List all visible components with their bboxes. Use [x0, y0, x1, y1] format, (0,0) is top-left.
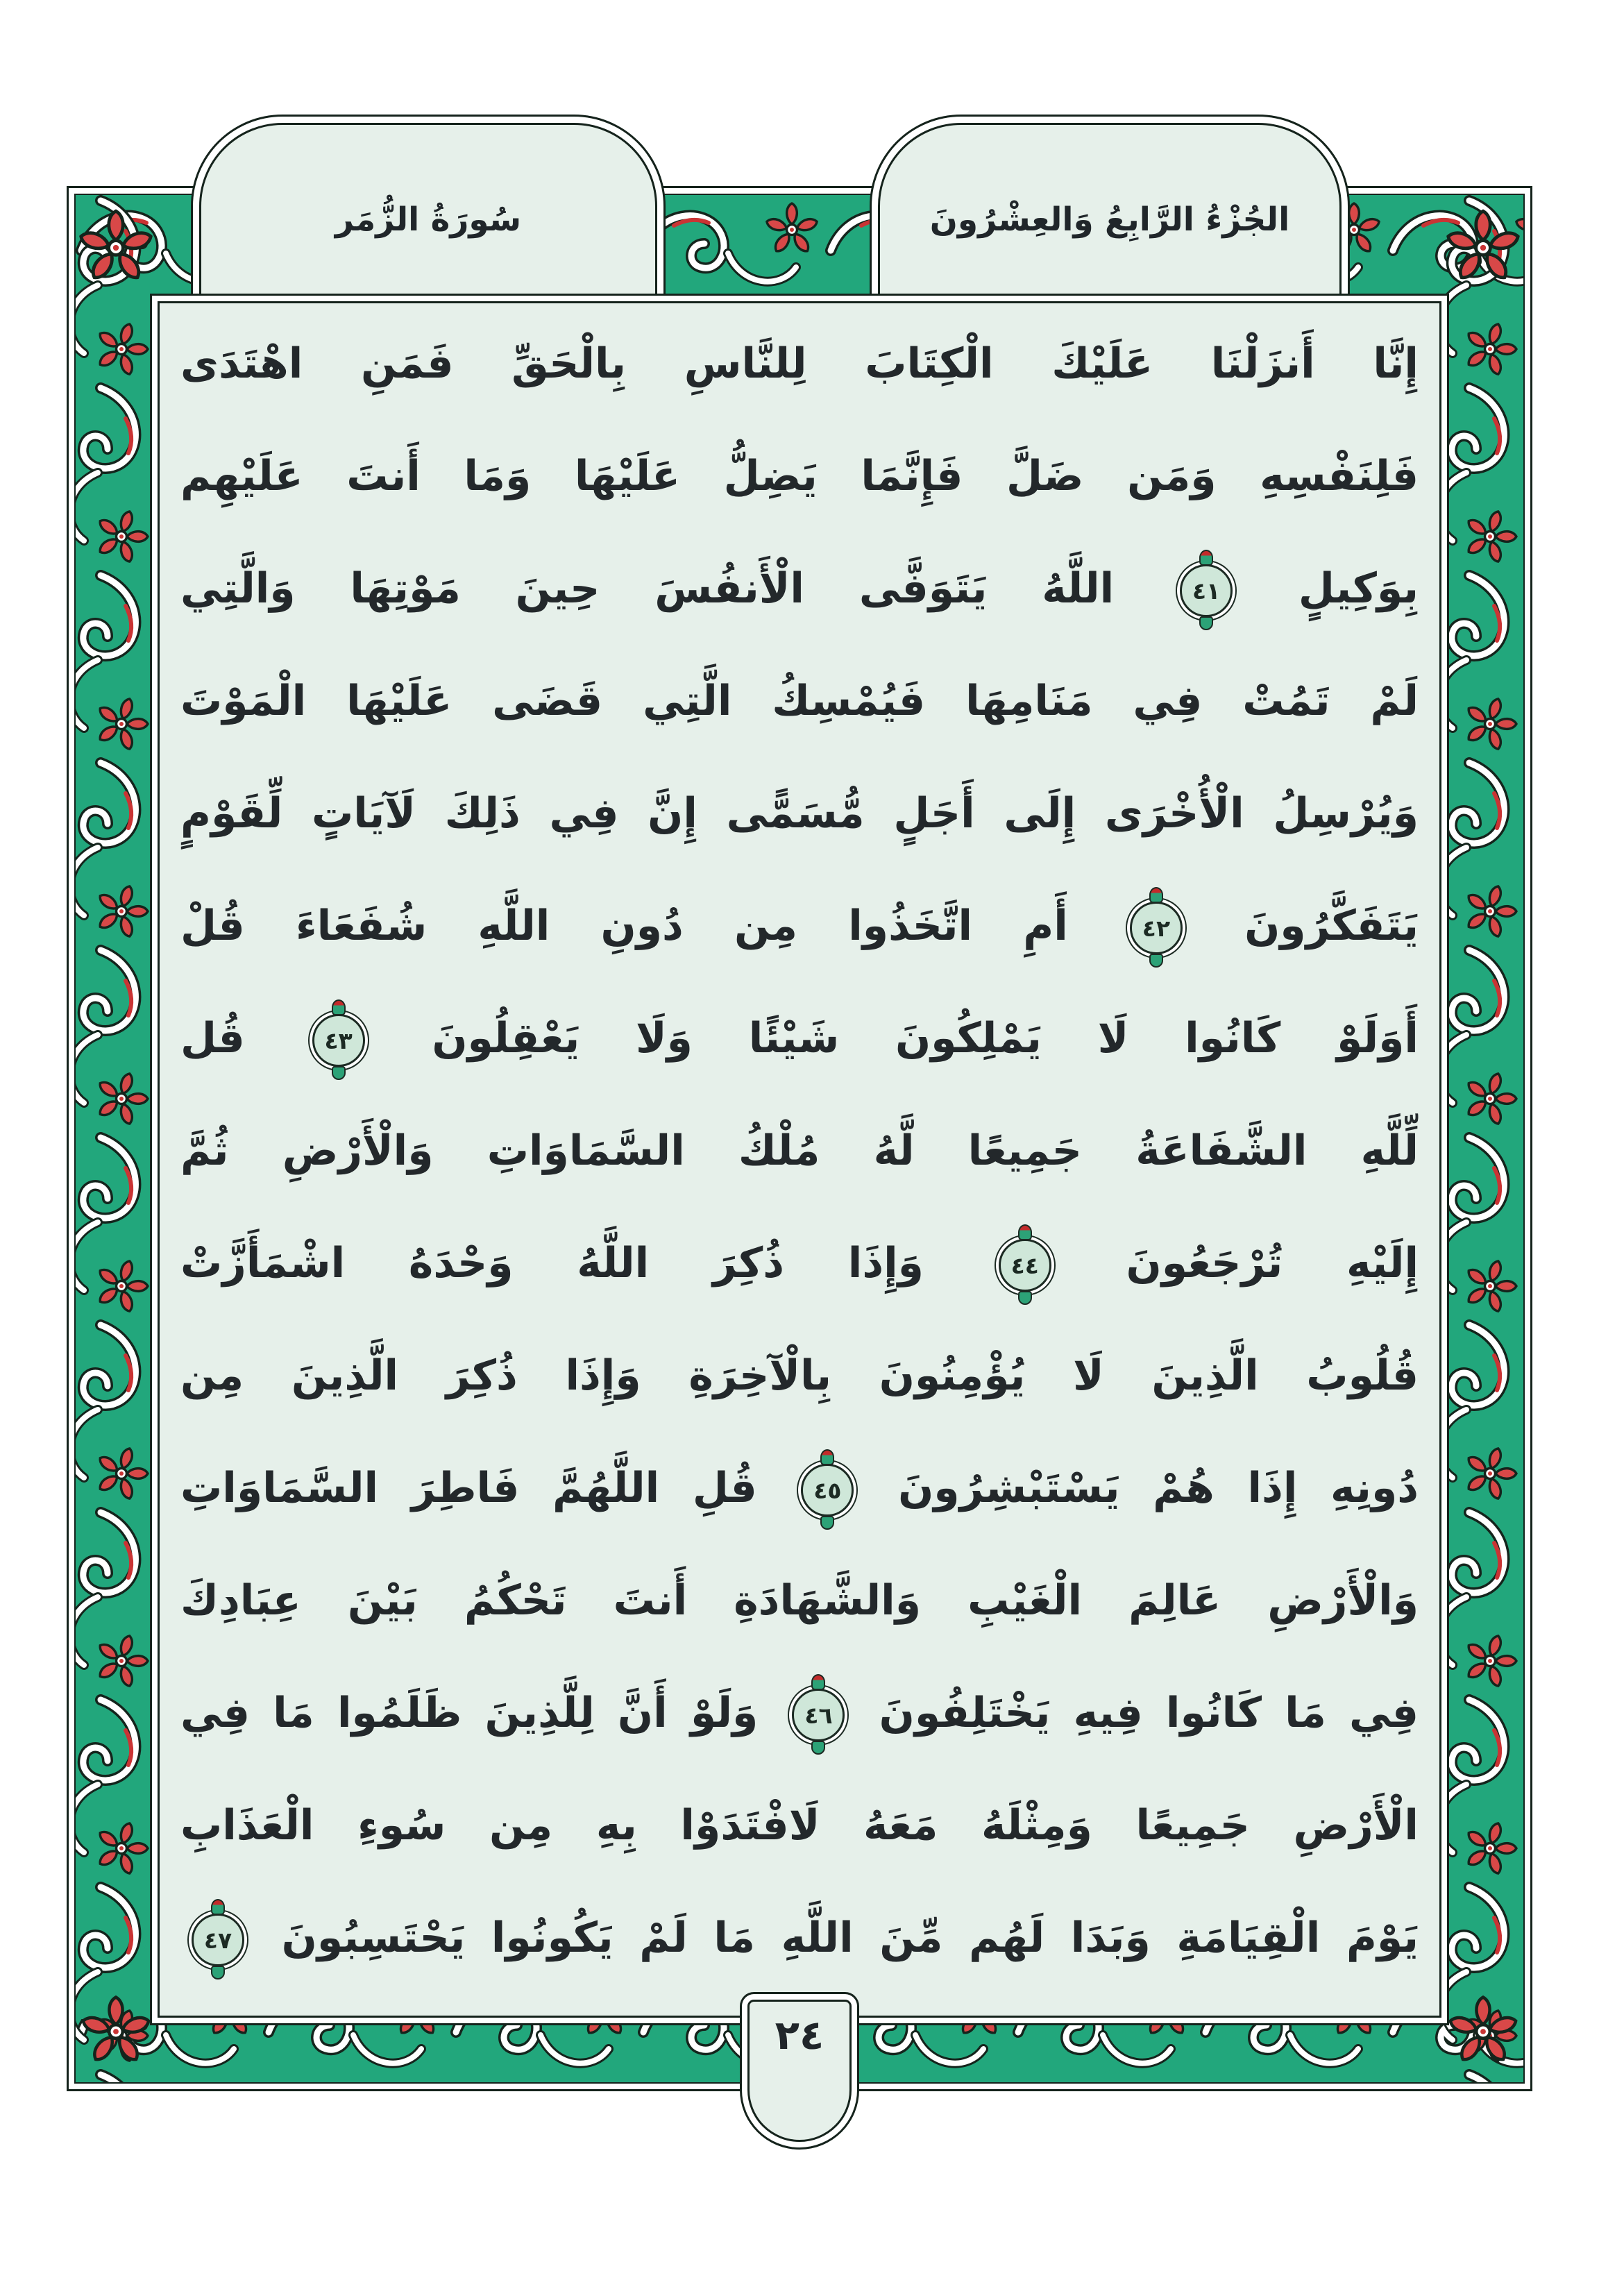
- ornamental-band: [74, 194, 1525, 2084]
- verse-text: يَوْمَ الْقِيَامَةِ وَبَدَا لَهُم مِّنَ اللَّهِ مَا لَمْ يَكُونُوا يَحْتَسِبُونَ: [281, 1914, 1419, 1962]
- ayah-marker-٤٢: ٤٢: [1130, 902, 1183, 954]
- quran-line-13: [180, 1657, 1419, 1769]
- quran-line-5: [180, 757, 1419, 870]
- ayah-marker-٤٦: ٤٦: [792, 1689, 845, 1741]
- verse-text: قُلِ اللَّهُمَّ فَاطِرَ السَّمَاوَاتِ: [180, 1464, 757, 1512]
- surah-title: سُورَةُ الزُّمَر: [335, 200, 522, 239]
- ayah-marker-٤٥: ٤٥: [801, 1464, 854, 1517]
- verse-text: وَالْأَرْضِ عَالِمَ الْغَيْبِ وَالشَّهَادَةِ أَنتَ تَحْكُمُ بَيْنَ عِبَادِكَ: [180, 1576, 1419, 1625]
- verse-text: قُل: [180, 1014, 245, 1063]
- verse-text: إِنَّا أَنزَلْنَا عَلَيْكَ الْكِتَابَ لِلنَّاسِ بِالْحَقِّ فَمَنِ اهْتَدَى: [180, 339, 1419, 388]
- verse-lines: [160, 303, 1439, 2016]
- quran-line-14: [180, 1769, 1419, 1882]
- verse-text: وَإِذَا ذُكِرَ اللَّهُ وَحْدَهُ اشْمَأَزَّتْ: [180, 1239, 924, 1288]
- surah-title-cartouche: [199, 123, 657, 298]
- verse-text: لِّلَّهِ الشَّفَاعَةُ جَمِيعًا لَّهُ مُلْكُ السَّمَاوَاتِ وَالْأَرْضِ ثُمَّ: [180, 1126, 1419, 1175]
- verse-text: أَوَلَوْ كَانُوا لَا يَمْلِكُونَ شَيْئًا وَلَا يَعْقِلُونَ: [432, 1014, 1419, 1063]
- juz-title-cartouche: [878, 123, 1342, 298]
- verse-text: وَيُرْسِلُ الْأُخْرَى إِلَى أَجَلٍ مُّسَمًّى إِنَّ فِي ذَلِكَ لَآيَاتٍ لِّقَوْمٍ: [180, 789, 1419, 838]
- verse-text: بِوَكِيلٍ: [1298, 564, 1419, 613]
- verse-text: يَتَفَكَّرُونَ: [1244, 902, 1419, 950]
- page-number-cartouche: [747, 2000, 852, 2142]
- quran-line-1: [180, 307, 1419, 420]
- quran-line-10: [180, 1319, 1419, 1432]
- ayah-marker-٤٤: ٤٤: [999, 1239, 1051, 1292]
- quran-line-7: [180, 982, 1419, 1095]
- page-number: ٢٤: [775, 2011, 824, 2059]
- ayah-marker-٤١: ٤١: [1180, 564, 1233, 617]
- text-panel: [158, 301, 1441, 2018]
- verse-text: قُلُوبُ الَّذِينَ لَا يُؤْمِنُونَ بِالْآخِرَةِ وَإِذَا ذُكِرَ الَّذِينَ مِن: [180, 1351, 1419, 1400]
- verse-text: دُونِهِ إِذَا هُمْ يَسْتَبْشِرُونَ: [898, 1464, 1419, 1512]
- verse-text: لَمْ تَمُتْ فِي مَنَامِهَا فَيُمْسِكُ الَّتِي قَضَى عَلَيْهَا الْمَوْتَ: [180, 677, 1419, 725]
- quran-line-9: [180, 1207, 1419, 1319]
- verse-text: أَمِ اتَّخَذُوا مِن دُونِ اللَّهِ شُفَعَاءَ قُلْ: [180, 902, 1068, 950]
- quran-line-6: [180, 870, 1419, 982]
- quran-line-8: [180, 1095, 1419, 1207]
- verse-text: وَلَوْ أَنَّ لِلَّذِينَ ظَلَمُوا مَا فِي: [180, 1689, 759, 1737]
- verse-text: فَلِنَفْسِهِ وَمَن ضَلَّ فَإِنَّمَا يَضِلُّ عَلَيْهَا وَمَا أَنتَ عَلَيْهِم: [180, 452, 1419, 500]
- quran-line-2: [180, 420, 1419, 532]
- quran-line-4: [180, 645, 1419, 757]
- verse-text: اللَّهُ يَتَوَفَّى الْأَنفُسَ حِينَ مَوْتِهَا وَالَّتِي: [180, 564, 1115, 613]
- verse-text: إِلَيْهِ تُرْجَعُونَ: [1126, 1239, 1419, 1288]
- juz-title: الجُزْءُ الرَّابِعُ وَالعِشْرُونَ: [929, 200, 1290, 239]
- decorative-frame: [67, 186, 1532, 2091]
- verse-text: فِي مَا كَانُوا فِيهِ يَخْتَلِفُونَ: [879, 1689, 1419, 1737]
- quran-line-12: [180, 1544, 1419, 1657]
- quran-line-11: [180, 1432, 1419, 1544]
- ayah-marker-٤٧: ٤٧: [192, 1914, 244, 1966]
- ayah-marker-٤٣: ٤٣: [312, 1014, 365, 1067]
- verse-text: الْأَرْضِ جَمِيعًا وَمِثْلَهُ مَعَهُ لَافْتَدَوْا بِهِ مِن سُوءِ الْعَذَابِ: [180, 1801, 1419, 1850]
- quran-line-15: [180, 1882, 1419, 1994]
- quran-line-3: [180, 532, 1419, 645]
